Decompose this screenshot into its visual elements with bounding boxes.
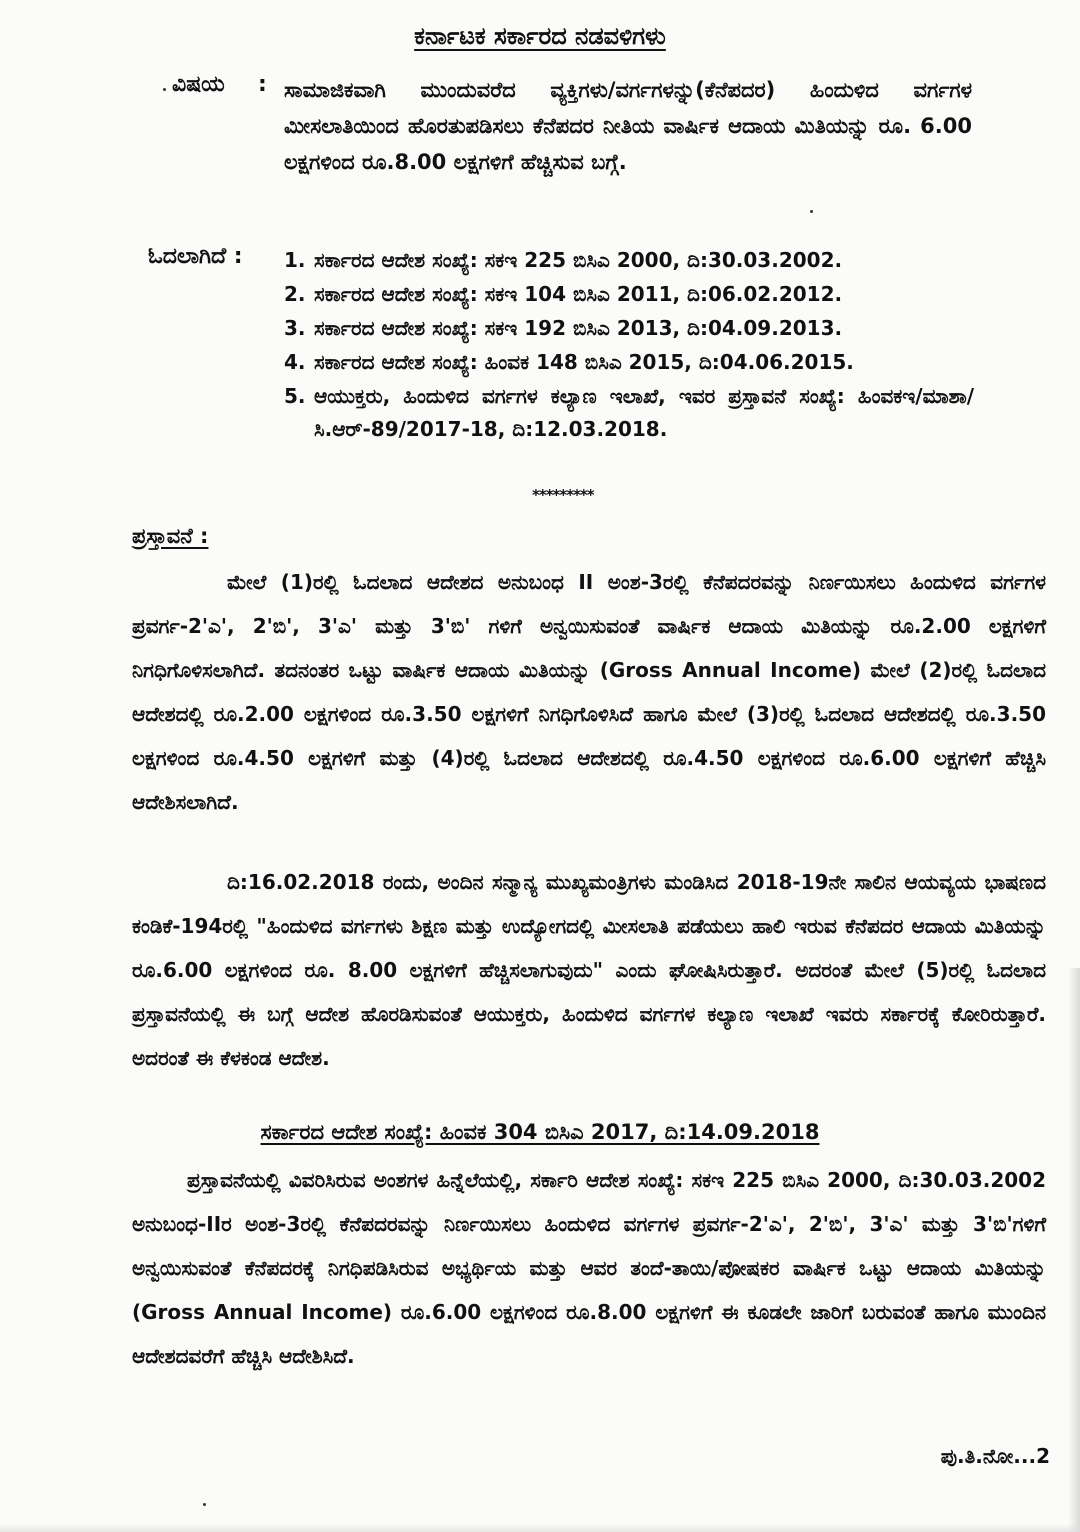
subject-label: ವಿಷಯ <box>172 72 225 97</box>
reference-item <box>284 278 974 311</box>
order-heading-text: ಸರ್ಕಾರದ ಆದೇಶ ಸಂಖ್ಯೆ: ಹಿಂವಕ 304 ಬಿಸಿಎ 2017, ದಿ:14.09.2018 <box>260 1120 820 1144</box>
reference-number: 2. <box>284 282 306 306</box>
reference-item <box>284 312 974 345</box>
document-title-text: ಕರ್ನಾಟಕ ಸರ್ಕಾರದ ನಡವಳಿಗಳು <box>414 22 666 50</box>
reference-text: ಸರ್ಕಾರದ ಆದೇಶ ಸಂಖ್ಯೆ: ಸಕಇ 104 ಬಿಸಿಎ 2011, ದಿ:06.02.2012. <box>314 282 843 306</box>
scan-speck <box>810 210 813 213</box>
preamble-paragraph-1: ಮೇಲೆ (1)ರಲ್ಲಿ ಓದಲಾದ ಆದೇಶದ ಅನುಬಂಧ II ಅಂಶ-3ರಲ್ಲಿ ಕೆನೆಪದರವನ್ನು ನಿರ್ಣಯಿಸಲು ಹಿಂದುಳಿದ ವರ್ಗಗಳ ಪ್ರವರ್ಗ-2'ಎ', 2'ಬಿ', 3'ಎ' ಮತ್ತು 3'ಬಿ' ಗಳಿಗೆ ಅನ್ವಯಿಸುವಂತೆ ವಾರ್ಷಿಕ ಆದಾಯ ಮಿತಿಯನ್ನು ರೂ.2.00 ಲಕ್ಷಗಳಿಗೆ ನಿಗಧಿಗೊಳಿಸಲಾಗಿದೆ. ತದನಂತರ ಒಟ್ಟು ವಾರ್ಷಿಕ ಆದಾಯ ಮಿತಿಯನ್ನು (Gross Annual Income) ಮೇಲೆ (2)ರಲ್ಲಿ ಓದಲಾದ ಆದೇಶದಲ್ಲಿ ರೂ.2.00 ಲಕ್ಷಗಳಿಂದ ರೂ.3.50 ಲಕ್ಷಗಳಿಗೆ ನಿಗಧಿಗೊಳಿಸಿದೆ ಹಾಗೂ ಮೇಲೆ (3)ರಲ್ಲಿ ಓದಲಾದ ಆದೇಶದಲ್ಲಿ ರೂ.3.50 ಲಕ್ಷಗಳಿಂದ ರೂ.4.50 ಲಕ್ಷಗಳಿಗೆ ಮತ್ತು (4)ರಲ್ಲಿ ಓದಲಾದ ಆದೇಶದಲ್ಲಿ ರೂ.4.50 ಲಕ್ಷಗಳಿಂದ ರೂ.6.00 ಲಕ್ಷಗಳಿಗೆ ಹೆಚ್ಚಿಸಿ ಆದೇಶಿಸಲಾಗಿದೆ. <box>132 570 1046 814</box>
reference-number: 3. <box>284 316 306 340</box>
scan-speck <box>163 88 166 91</box>
preamble-label <box>132 524 208 549</box>
reference-text: ಸರ್ಕಾರದ ಆದೇಶ ಸಂಖ್ಯೆ: ಸಕಇ 192 ಬಿಸಿಎ 2013, ದಿ:04.09.2013. <box>314 316 843 340</box>
document-title <box>0 22 1080 50</box>
reference-list <box>284 244 974 447</box>
page-continuation-note: ಪು.ತಿ.ನೋ...2 <box>940 1444 1050 1468</box>
scan-speck <box>203 1503 206 1506</box>
reference-text: ಸರ್ಕಾರದ ಆದೇಶ ಸಂಖ್ಯೆ: ಸಕಇ 225 ಬಿಸಿಎ 2000, ದಿ:30.03.2002. <box>314 248 843 272</box>
preamble-label-text: ಪ್ರಸ್ತಾವನೆ : <box>132 524 209 548</box>
reference-item <box>284 380 974 446</box>
reference-text: ಆಯುಕ್ತರು, ಹಿಂದುಳಿದ ವರ್ಗಗಳ ಕಲ್ಯಾಣ ಇಲಾಖೆ, ಇವರ ಪ್ರಸ್ತಾವನೆ ಸಂಖ್ಯೆ: ಹಿಂವಕಇ/ಮಾಶಾ/ಸಿ.ಆರ್-89/2017-18, ದಿ:12.03.2018. <box>314 384 974 441</box>
reference-number: 5. <box>284 384 306 408</box>
reference-number: 4. <box>284 350 306 374</box>
reference-item <box>284 244 974 277</box>
order-heading <box>0 1120 1080 1145</box>
subject-colon: : <box>258 72 267 97</box>
reference-text: ಸರ್ಕಾರದ ಆದೇಶ ಸಂಖ್ಯೆ: ಹಿಂವಕ 148 ಬಿಸಿಎ 2015, ದಿ:04.06.2015. <box>314 350 854 374</box>
page-edge-shadow <box>1068 968 1080 1532</box>
reference-item <box>284 346 974 379</box>
page-bottom-shadow <box>0 1524 1080 1532</box>
order-paragraph: ಪ್ರಸ್ತಾವನೆಯಲ್ಲಿ ವಿವರಿಸಿರುವ ಅಂಶಗಳ ಹಿನ್ನೆಲೆಯಲ್ಲಿ, ಸರ್ಕಾರಿ ಆದೇಶ ಸಂಖ್ಯೆ: ಸಕಇ 225 ಬಿಸಿಎ 2000, ದಿ:30.03.2002 ಅನುಬಂಧ-IIರ ಅಂಶ-3ರಲ್ಲಿ ಕೆನೆಪದರವನ್ನು ನಿರ್ಣಯಿಸಲು ಹಿಂದುಳಿದ ವರ್ಗಗಳ ಪ್ರವರ್ಗ-2'ಎ', 2'ಬಿ', 3'ಎ' ಮತ್ತು 3'ಬಿ'ಗಳಿಗೆ ಅನ್ವಯಿಸುವಂತೆ ಕೆನೆಪದರಕ್ಕೆ ನಿಗಧಿಪಡಿಸಿರುವ ಅಭ್ಯರ್ಥಿಯ ಮತ್ತು ಆವರ ತಂದೆ-ತಾಯಿ/ಪೋಷಕರ ವಾರ್ಷಿಕ ಒಟ್ಟು ಆದಾಯ ಮಿತಿಯನ್ನು (Gross Annual Income) ರೂ.6.00 ಲಕ್ಷಗಳಿಂದ ರೂ.8.00 ಲಕ್ಷಗಳಿಗೆ ಈ ಕೂಡಲೇ ಜಾರಿಗೆ ಬರುವಂತೆ ಹಾಗೂ ಮುಂದಿನ ಆದೇಶದವರೆಗೆ ಹೆಚ್ಚಿಸಿ ಆದೇಶಿಸಿದೆ. <box>132 1168 1046 1368</box>
reference-number: 1. <box>284 248 306 272</box>
preamble-paragraph-2: ದಿ:16.02.2018 ರಂದು, ಅಂದಿನ ಸನ್ಮಾನ್ಯ ಮುಖ್ಯಮಂತ್ರಿಗಳು ಮಂಡಿಸಿದ 2018-19ನೇ ಸಾಲಿನ ಆಯವ್ಯಯ ಭಾಷಣದ ಕಂಡಿಕೆ-194ರಲ್ಲಿ "ಹಿಂದುಳಿದ ವರ್ಗಗಳು ಶಿಕ್ಷಣ ಮತ್ತು ಉದ್ಯೋಗದಲ್ಲಿ ಮೀಸಲಾತಿ ಪಡೆಯಲು ಹಾಲಿ ಇರುವ ಕೆನೆಪದರ ಆದಾಯ ಮಿತಿಯನ್ನು ರೂ.6.00 ಲಕ್ಷಗಳಿಂದ ರೂ. 8.00 ಲಕ್ಷಗಳಿಗೆ ಹೆಚ್ಚಿಸಲಾಗುವುದು" ಎಂದು ಘೋಷಿಸಿರುತ್ತಾರೆ. ಅದರಂತೆ ಮೇಲೆ (5)ರಲ್ಲಿ ಓದಲಾದ ಪ್ರಸ್ತಾವನೆಯಲ್ಲಿ ಈ ಬಗ್ಗೆ ಆದೇಶ ಹೊರಡಿಸುವಂತೆ ಆಯುಕ್ತರು, ಹಿಂದುಳಿದ ವರ್ಗಗಳ ಕಲ್ಯಾಣ ಇಲಾಖೆ ಇವರು ಸರ್ಕಾರಕ್ಕೆ ಕೋರಿರುತ್ತಾರೆ. ಅದರಂತೆ ಈ ಕೆಳಕಂಡ ಆದೇಶ. <box>132 870 1046 1070</box>
subject-text: ಸಾಮಾಜಿಕವಾಗಿ ಮುಂದುವರೆದ ವ್ಯಕ್ತಿಗಳು/ವರ್ಗಗಳನ್ನು(ಕೆನೆಪದರ) ಹಿಂದುಳಿದ ವರ್ಗಗಳ ಮೀಸಲಾತಿಯಿಂದ ಹೊರತುಪಡಿಸಲು ಕೆನೆಪದರ ನೀತಿಯ ವಾರ್ಷಿಕ ಆದಾಯ ಮಿತಿಯನ್ನು ರೂ. 6.00 ಲಕ್ಷಗಳಿಂದ ರೂ.8.00 ಲಕ್ಷಗಳಿಗೆ ಹೆಚ್ಚಿಸುವ ಬಗ್ಗೆ. <box>284 78 972 174</box>
read-label: ಓದಲಾಗಿದೆ : <box>148 244 243 269</box>
section-separator: ********* <box>532 486 594 504</box>
